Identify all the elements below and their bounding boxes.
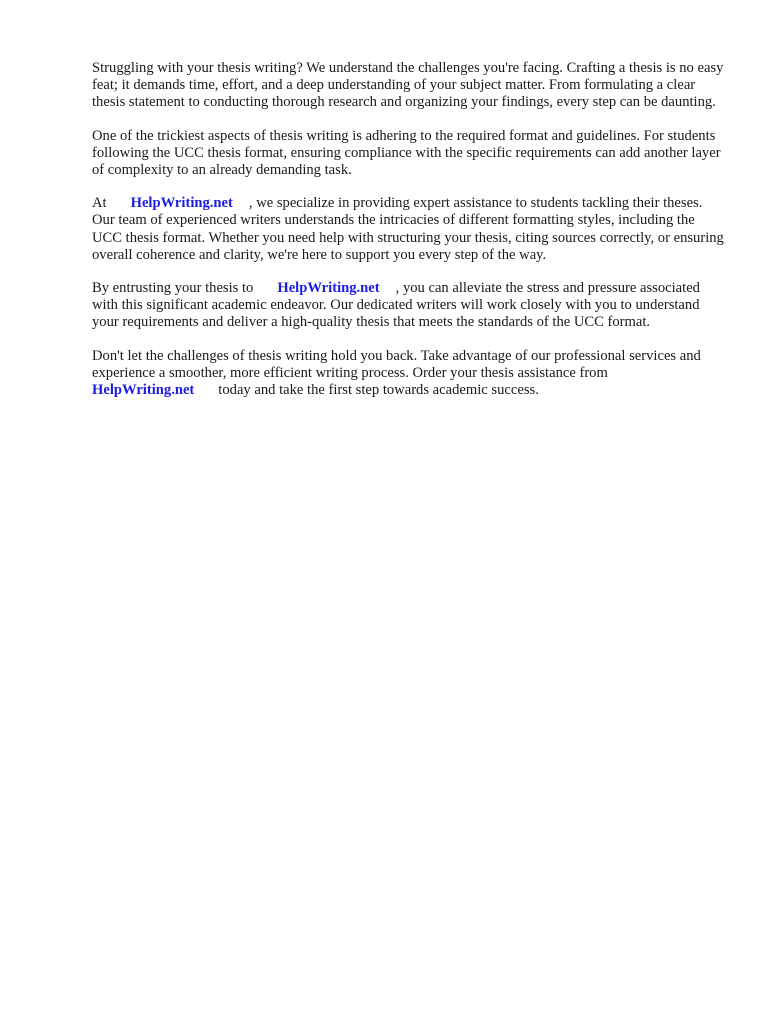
paragraph-text: At: [92, 195, 107, 212]
helpwriting-link[interactable]: HelpWriting.net: [92, 382, 195, 399]
paragraph-closing: [92, 348, 728, 400]
paragraph-entrusting: [92, 280, 728, 332]
paragraph-format: One of the trickiest aspects of thesis writing is adhering to the required format and guidelines. For students following the UCC thesis format, ensuring compliance with the specific requirements can add another layer of complexity to an already demanding task.: [92, 127, 721, 179]
paragraph-text: By entrusting your thesis to: [92, 280, 254, 297]
helpwriting-link[interactable]: HelpWriting.net: [130, 195, 233, 212]
paragraph-specialize: [92, 195, 728, 264]
document-body: [92, 60, 728, 415]
paragraph-intro: Struggling with your thesis writing? We understand the challenges you're facing. Crafting a thesis is no easy feat; it demands time, effort, and a deep understanding of your subject matter. From formulating a clear thesis statement to conducting thorough research and organizing your findings, every step can be daunting.: [92, 60, 724, 111]
helpwriting-link[interactable]: HelpWriting.net: [277, 280, 380, 297]
paragraph-text: today and take the first step towards academic success.: [218, 382, 539, 399]
paragraph-text: , we specialize in providing expert assistance to students tackling their theses. Our team of experienced writers understands the intricacies of different formatting styles, including the UCC thesis format. Whether you need help with structuring your thesis, citing sources correctly, or ensuring overall coherence and clarity, we're here to support you every step of the way.: [92, 195, 724, 263]
paragraph-text: Don't let the challenges of thesis writing hold you back. Take advantage of our professional services and experience a smoother, more efficient writing process. Order your thesis assistance from: [92, 347, 701, 381]
paragraph-text: , you can alleviate the stress and pressure associated with this significant academic endeavor. Our dedicated writers will work closely with you to understand your requirements and deliver a high-quality thesis that meets the standards of the UCC format.: [92, 280, 700, 331]
